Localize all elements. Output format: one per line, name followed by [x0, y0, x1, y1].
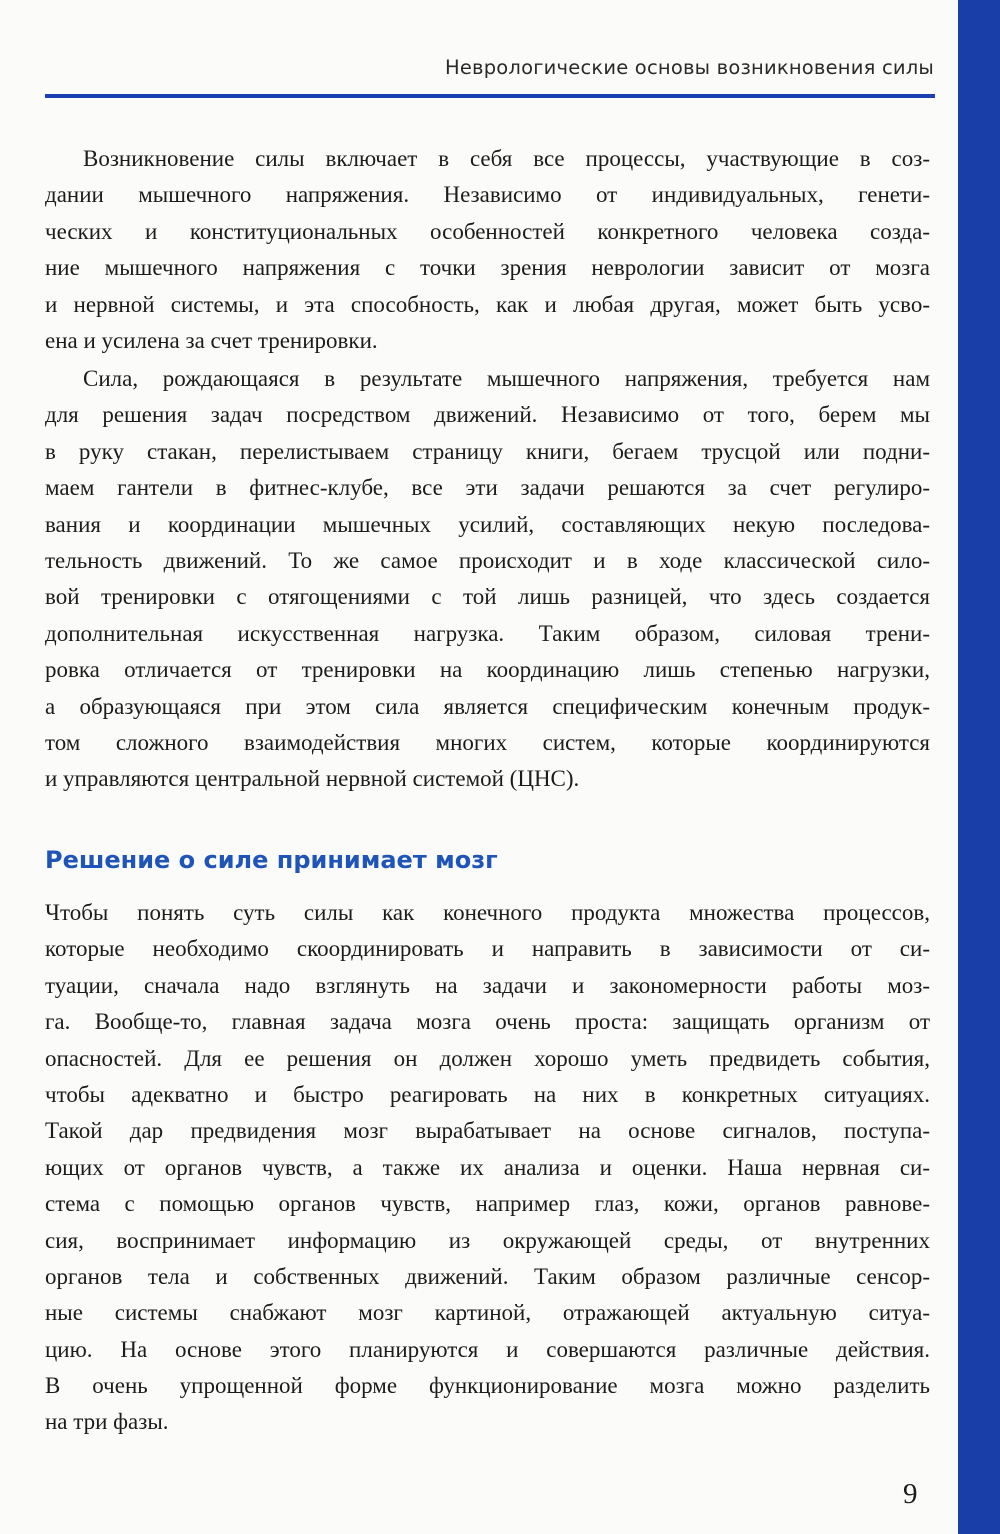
paragraph-3: [45, 895, 930, 1441]
text-line: органов тела и собственных движений. Таким образом различные сенсор-: [45, 1263, 930, 1289]
text-line: маем гантели в фитнес-клубе, все эти задачи решаются за счет регулиро-: [45, 475, 930, 501]
text-line: для решения задач посредством движений. Независимо от того, берем мы: [45, 402, 930, 428]
text-line: которые необходимо скоординировать и направить в зависимости от си-: [45, 936, 930, 962]
text-line: вания и координации мышечных усилий, составляющих некую последова-: [45, 511, 930, 537]
text-line: га. Вообще-то, главная задача мозга очень проста: защищать организм от: [45, 1009, 930, 1035]
text-line: туации, сначала надо взглянуть на задачи и закономерности работы моз-: [45, 972, 930, 998]
running-header: Неврологические основы возникновения силы: [444, 56, 934, 79]
text-line: и управляются центральной нервной системой (ЦНС).: [45, 766, 580, 792]
text-line: опасностей. Для ее решения он должен хорошо уметь предвидеть события,: [45, 1045, 930, 1071]
text-line: тельность движений. То же самое происходит и в ходе классической сило-: [45, 547, 930, 573]
text-line: ровка отличается от тренировки на координацию лишь степенью нагрузки,: [45, 657, 930, 683]
text-line: ные системы снабжают мозг картиной, отражающей актуальную ситуа-: [45, 1300, 930, 1326]
text-line: дополнительная искусственная нагрузка. Таким образом, силовая трени-: [45, 620, 930, 646]
text-line: сия, воспринимает информацию из окружающей среды, от внутренних: [45, 1227, 930, 1253]
text-line: Сила, рождающаяся в результате мышечного напряжения, требуется нам: [83, 366, 930, 391]
text-line: стема с помощью органов чувств, например глаз, кожи, органов равнове-: [45, 1191, 930, 1217]
text-line: в руку стакан, перелистываем страницу книги, бегаем трусцой или подни-: [45, 438, 930, 464]
paragraph-2: [45, 361, 930, 798]
text-line: Возникновение силы включает в себя все процессы, участвующие в соз-: [83, 146, 930, 171]
text-line: чтобы адекватно и быстро реагировать на них в конкретных ситуациях.: [45, 1081, 930, 1107]
text-line: Такой дар предвидения мозг вырабатывает на основе сигналов, поступа-: [45, 1118, 930, 1144]
section-heading: Решение о силе принимает мозг: [45, 846, 498, 874]
text-line: том сложного взаимодействия многих систем, которые координируются: [45, 729, 930, 755]
paragraph-1: [45, 141, 930, 359]
header-rule: [45, 94, 935, 98]
text-line: цию. На основе этого планируются и совершаются различные действия.: [45, 1336, 930, 1362]
text-line: и нервной системы, и эта способность, как и любая другая, может быть усво-: [45, 291, 930, 317]
text-line: В очень упрощенной форме функционирование мозга можно разделить: [45, 1373, 930, 1399]
text-line: ческих и конституциональных особенностей конкретного человека созда-: [45, 218, 930, 244]
text-line: вой тренировки с отягощениями с той лишь разницей, что здесь создается: [45, 584, 930, 610]
text-line: ена и усилена за счет тренировки.: [45, 327, 378, 353]
text-line: а образующаяся при этом сила является специфическим конечным продук-: [45, 693, 930, 719]
page-edge-color-strip: [958, 0, 1000, 1534]
text-line: ющих от органов чувств, а также их анализа и оценки. Наша нервная си-: [45, 1154, 930, 1180]
page-number: 9: [903, 1478, 918, 1510]
text-line: на три фазы.: [45, 1409, 169, 1435]
text-line: Чтобы понять суть силы как конечного продукта множества процессов,: [45, 900, 930, 925]
text-line: дании мышечного напряжения. Независимо от индивидуальных, генети-: [45, 182, 930, 208]
text-line: ние мышечного напряжения с точки зрения неврологии зависит от мозга: [45, 255, 930, 281]
